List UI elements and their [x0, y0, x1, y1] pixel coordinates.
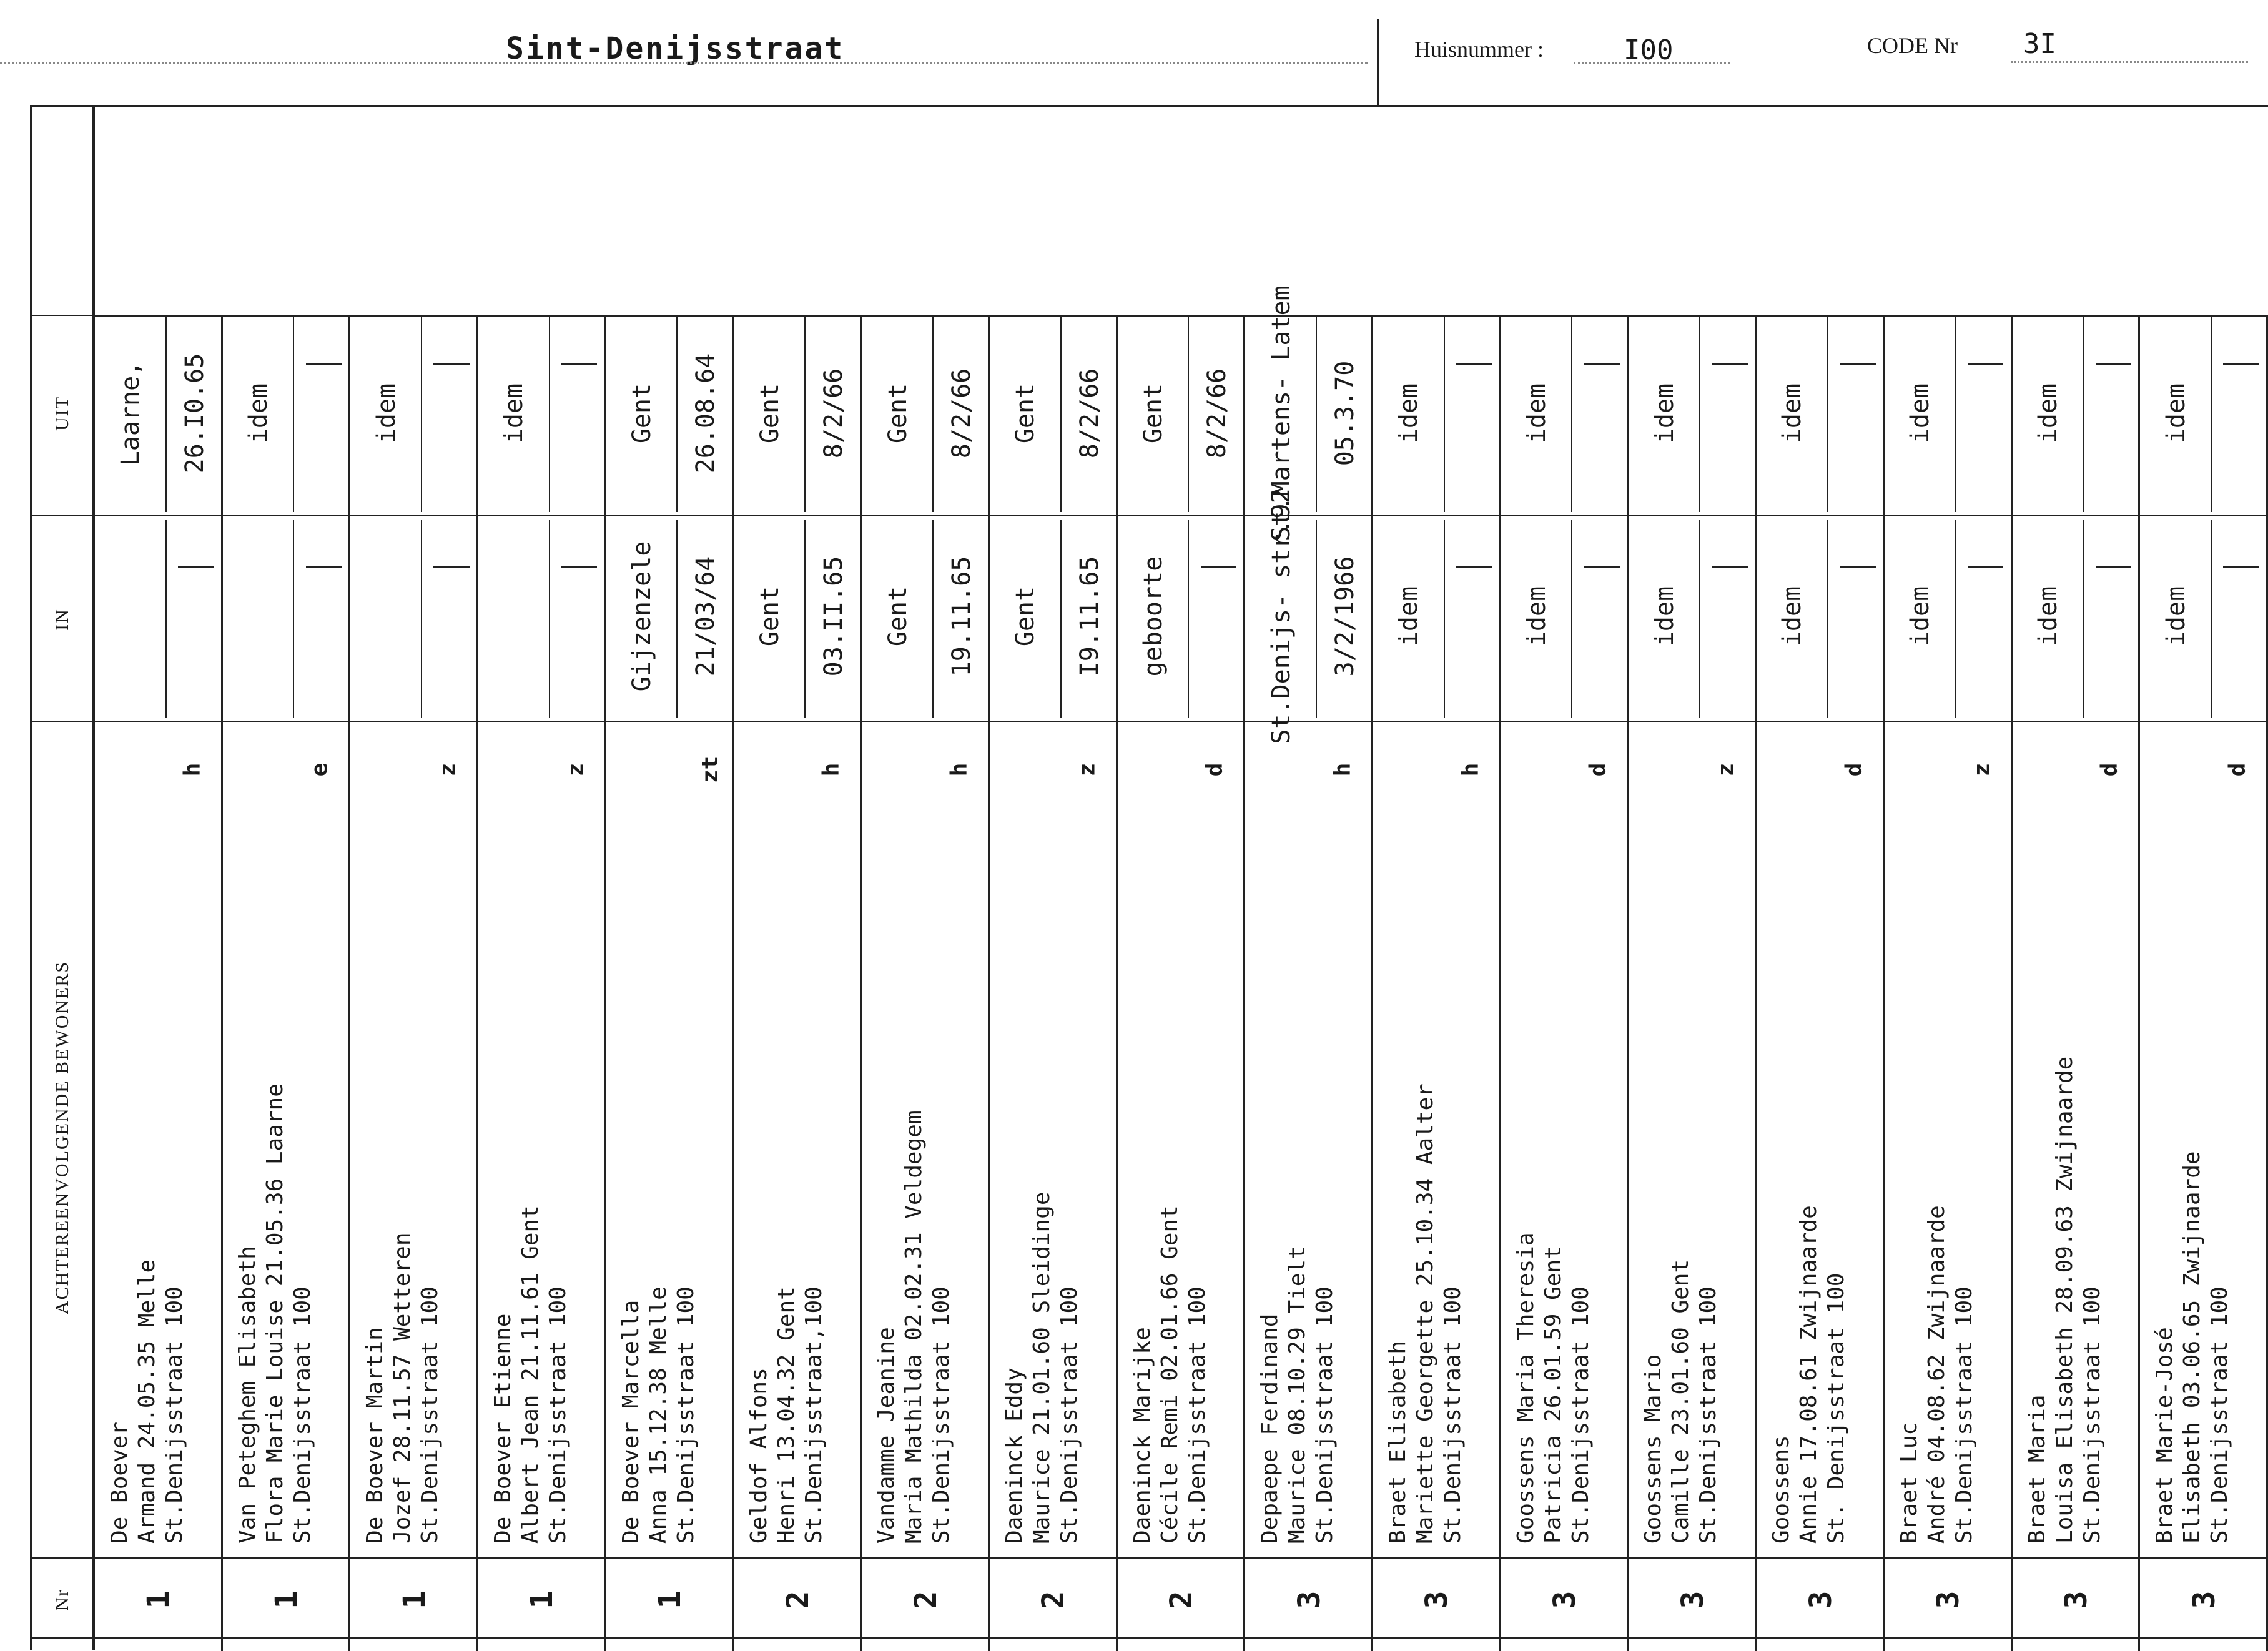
- in-date-dash: [1840, 566, 1875, 568]
- in-date: 19.11.65: [947, 556, 976, 677]
- resident-address: St.Denijsstraat 100: [1312, 1286, 1338, 1544]
- out-date-dash: [433, 363, 469, 365]
- resident-entry: [1129, 1205, 1211, 1544]
- resident-entry: [362, 1233, 444, 1544]
- relation-code: z: [563, 762, 589, 777]
- relation-code: d: [2096, 762, 2123, 777]
- in-date-dash: [1712, 566, 1748, 568]
- out-place: Gent: [883, 383, 912, 444]
- street-name: Sint-Denijsstraat: [506, 31, 845, 66]
- in-date-split: [1060, 520, 1062, 718]
- in-date-split: [1571, 520, 1572, 718]
- uit-date-split: [1571, 317, 1572, 512]
- out-date-dash: [1712, 363, 1748, 365]
- relation-code: z: [1968, 762, 1994, 777]
- resident-surname: Daeninck Eddy: [1001, 1368, 1027, 1544]
- in-empty-dash: [306, 566, 342, 568]
- out-date-dash: [306, 363, 342, 365]
- in-place: idem: [2033, 586, 2063, 647]
- resident-surname: Van Peteghem Elisabeth: [234, 1246, 260, 1544]
- uit-date-split: [1699, 317, 1700, 512]
- relation-code: zt: [697, 756, 723, 784]
- in-date-split: [676, 520, 678, 718]
- column-label-in: IN: [52, 608, 72, 631]
- relation-code: h: [946, 762, 972, 777]
- in-date-split: [2211, 520, 2212, 718]
- resident-given-names: Camille 23.01.60 Gent: [1668, 1259, 1694, 1544]
- in-date-split: [804, 520, 806, 718]
- out-place: idem: [1778, 383, 1807, 444]
- relation-code: d: [1841, 762, 1867, 777]
- out-place: idem: [2161, 383, 2191, 444]
- out-place: idem: [1394, 383, 1424, 444]
- out-date: 26.I0.65: [180, 353, 209, 474]
- resident-address: St.Denijsstraat 100: [1951, 1286, 1977, 1544]
- out-place: idem: [2033, 383, 2063, 444]
- resident-address: St.Denijsstraat 100: [162, 1286, 187, 1544]
- resident-entry: [234, 1083, 317, 1544]
- resident-entry: [1768, 1205, 1850, 1544]
- row-number: 2: [780, 1590, 816, 1609]
- out-date-dash: [1968, 363, 2003, 365]
- out-date: 8/2/66: [1075, 368, 1104, 459]
- out-place: idem: [500, 383, 529, 444]
- in-place: Gent: [755, 586, 784, 647]
- in-date-dash: [1968, 566, 2003, 568]
- resident-entry: [1512, 1233, 1595, 1544]
- in-place: idem: [1650, 586, 1679, 647]
- out-date: 8/2/66: [819, 368, 849, 459]
- uit-date-split: [804, 317, 806, 512]
- resident-entry: [490, 1205, 572, 1544]
- resident-given-names: Flora Marie Louise 21.05.36 Laarne: [262, 1083, 288, 1544]
- relation-code: d: [1201, 762, 1228, 777]
- out-date-dash: [2223, 363, 2259, 365]
- resident-address: St.Denijsstraat 100: [1440, 1286, 1466, 1544]
- in-date-dash: [2096, 566, 2131, 568]
- out-date-dash: [561, 363, 597, 365]
- row-number: 2: [908, 1590, 944, 1609]
- resident-address: St.Denijsstraat 100: [1056, 1286, 1082, 1544]
- resident-given-names: Jozef 28.11.57 Wetteren: [390, 1232, 416, 1544]
- in-date-split: [1316, 520, 1317, 718]
- uit-date-split: [1316, 317, 1317, 512]
- uit-date-split: [2211, 317, 2212, 512]
- resident-address: St.Denijsstraat 100: [1695, 1286, 1722, 1544]
- uit-date-split: [1444, 317, 1445, 512]
- out-date: 8/2/66: [947, 368, 976, 459]
- code-dotted-line: [2011, 61, 2248, 63]
- header-divider: [1377, 19, 1379, 106]
- out-place: idem: [244, 383, 274, 444]
- resident-entry: [873, 1110, 955, 1544]
- relation-code: h: [1329, 762, 1356, 777]
- resident-given-names: Annie 17.08.61 Zwijnaarde: [1796, 1205, 1822, 1544]
- resident-surname: De Boever: [107, 1421, 132, 1544]
- resident-address: St.Denijsstraat 100: [289, 1286, 315, 1544]
- resident-surname: De Boever Etienne: [490, 1313, 516, 1544]
- out-date: 8/2/66: [1203, 368, 1232, 459]
- column-label-uit: UIT: [52, 396, 72, 431]
- resident-given-names: Cécile Remi 02.01.66 Gent: [1156, 1205, 1183, 1544]
- row-number: 3: [1419, 1590, 1455, 1609]
- row-number: 3: [1931, 1590, 1966, 1609]
- out-place: Gent: [755, 383, 784, 444]
- house-number-label: Huisnummer :: [1414, 37, 1544, 62]
- resident-given-names: André 04.08.62 Zwijnaarde: [1923, 1205, 1950, 1544]
- row-number: 3: [2186, 1590, 2222, 1609]
- resident-given-names: Elisabeth 03.06.65 Zwijnaarde: [2179, 1151, 2206, 1544]
- column-label-nr: Nr: [52, 1589, 72, 1611]
- uit-date-split: [165, 317, 167, 512]
- in-date-split: [1699, 520, 1700, 718]
- in-date: I9.11.65: [1075, 556, 1104, 677]
- in-date-dash: [1456, 566, 1492, 568]
- code-value: 3I: [2023, 28, 2056, 60]
- uit-date-split: [1060, 317, 1062, 512]
- uit-date-split: [676, 317, 678, 512]
- uit-date-split: [421, 317, 422, 512]
- out-date: 26.08.64: [691, 353, 721, 474]
- resident-address: St.Denijsstraat 100: [417, 1286, 443, 1544]
- relation-code: e: [307, 762, 333, 777]
- resident-given-names: Anna 15.12.38 Melle: [645, 1286, 671, 1544]
- resident-surname: Goossens: [1768, 1435, 1795, 1544]
- in-place: St.Denijs- str.92: [1266, 488, 1296, 744]
- resident-entry: [618, 1286, 700, 1544]
- relation-code: h: [1457, 762, 1484, 777]
- in-empty-dash: [178, 566, 214, 568]
- uit-date-split: [1827, 317, 1828, 512]
- out-place: idem: [372, 383, 401, 444]
- column-label-residents: ACHTEREENVOLGENDE BEWONERS: [52, 960, 72, 1315]
- relation-code: z: [1713, 762, 1739, 777]
- out-place: Laarne,: [116, 360, 145, 466]
- out-date-dash: [1840, 363, 1875, 365]
- resident-surname: Geldof Alfons: [746, 1368, 772, 1544]
- in-place: idem: [1394, 586, 1424, 647]
- in-date-split: [549, 520, 550, 718]
- in-date-split: [932, 520, 934, 718]
- resident-address: St.Denijsstraat 100: [2207, 1286, 2233, 1544]
- resident-surname: Goossens Maria Theresia: [1512, 1232, 1539, 1544]
- resident-address: St.Denijsstraat 100: [1184, 1286, 1210, 1544]
- row-number: 2: [1036, 1590, 1072, 1609]
- resident-surname: Braet Maria: [2024, 1394, 2050, 1544]
- street-dotted-line: [0, 62, 1368, 64]
- out-date-dash: [1456, 363, 1492, 365]
- register-form: [30, 105, 2268, 1650]
- in-place: idem: [1522, 586, 1552, 647]
- resident-surname: Vandamme Jeanine: [874, 1327, 900, 1544]
- in-place: Gijzenzele: [628, 541, 657, 692]
- out-date: 05.3.70: [1331, 360, 1360, 466]
- in-date: 3/2/1966: [1331, 556, 1360, 677]
- resident-given-names: Albert Jean 21.11.61 Gent: [518, 1205, 544, 1544]
- in-empty-dash: [433, 566, 469, 568]
- resident-entry: [106, 1259, 189, 1544]
- in-place: idem: [1778, 586, 1807, 647]
- resident-surname: De Boever Marcella: [618, 1299, 644, 1544]
- row-number: 1: [141, 1590, 177, 1609]
- code-label: CODE Nr: [1867, 33, 1958, 58]
- row-number: 2: [1164, 1590, 1199, 1609]
- in-date-split: [165, 520, 167, 718]
- out-place: Gent: [628, 383, 657, 444]
- resident-address: St.Denijsstraat 100: [2079, 1286, 2105, 1544]
- out-place: idem: [1650, 383, 1679, 444]
- uit-date-split: [549, 317, 550, 512]
- in-empty-dash: [561, 566, 597, 568]
- resident-address: St.Denijsstraat 100: [545, 1286, 571, 1544]
- resident-given-names: Mariette Georgette 25.10.34 Aalter: [1413, 1083, 1439, 1544]
- in-date-split: [421, 520, 422, 718]
- in-date-dash: [2223, 566, 2259, 568]
- resident-address: St. Denijsstraat 100: [1823, 1273, 1850, 1544]
- in-place: geboorte: [1138, 556, 1168, 677]
- resident-given-names: Armand 24.05.35 Melle: [134, 1259, 160, 1544]
- in-place: Gent: [883, 586, 912, 647]
- row-number: 1: [397, 1590, 432, 1609]
- out-place: Gent: [1138, 383, 1168, 444]
- relation-code: h: [179, 762, 205, 777]
- resident-given-names: Maurice 21.01.60 Sleidinge: [1028, 1191, 1055, 1544]
- in-place: idem: [2161, 586, 2191, 647]
- relation-code: z: [435, 762, 461, 777]
- row-number: 3: [2058, 1590, 2094, 1609]
- in-date: 03.II.65: [819, 556, 849, 677]
- resident-surname: Depaepe Ferdinand: [1257, 1313, 1283, 1544]
- resident-entry: [1001, 1191, 1083, 1544]
- relation-code: z: [1073, 762, 1100, 777]
- in-date-split: [1188, 520, 1189, 718]
- resident-given-names: Henri 13.04.32 Gent: [773, 1286, 799, 1544]
- resident-entry: [1384, 1083, 1467, 1544]
- row-number: 1: [653, 1590, 688, 1609]
- resident-given-names: Maria Mathilda 02.02.31 Veldegem: [901, 1110, 927, 1544]
- resident-entry: [1640, 1259, 1722, 1544]
- relation-code: d: [2224, 762, 2251, 777]
- in-place: idem: [1906, 586, 1935, 647]
- uit-date-split: [1955, 317, 1956, 512]
- row-number: 1: [269, 1590, 305, 1609]
- resident-address: St.Denijsstraat,100: [801, 1286, 827, 1544]
- house-number-value: I00: [1624, 34, 1674, 66]
- header: [0, 0, 2268, 100]
- out-place: idem: [1522, 383, 1552, 444]
- resident-entry: [2151, 1151, 2234, 1544]
- in-date-split: [293, 520, 294, 718]
- relation-code: d: [1585, 762, 1611, 777]
- resident-surname: Goossens Mario: [1640, 1354, 1667, 1544]
- resident-given-names: Louisa Elisabeth 28.09.63 Zwijnaarde: [2051, 1056, 2078, 1544]
- resident-entry: [1896, 1205, 1978, 1544]
- uit-date-split: [1188, 317, 1189, 512]
- out-date-dash: [1584, 363, 1620, 365]
- in-date-dash: [1584, 566, 1620, 568]
- resident-surname: Braet Luc: [1896, 1421, 1922, 1544]
- row-number: 1: [525, 1590, 560, 1609]
- in-date-split: [2083, 520, 2084, 718]
- in-date-split: [1444, 520, 1445, 718]
- resident-given-names: Maurice 08.10.29 Tielt: [1284, 1246, 1311, 1544]
- resident-entry: [2024, 1057, 2106, 1544]
- uit-date-split: [2083, 317, 2084, 512]
- uit-label-border: [32, 315, 92, 316]
- resident-address: St.Denijsstraat 100: [1567, 1286, 1594, 1544]
- in-date-split: [1955, 520, 1956, 718]
- in-place: Gent: [1011, 586, 1040, 647]
- resident-address: St.Denijsstraat 100: [929, 1286, 955, 1544]
- in-date: 21/03/64: [691, 556, 721, 677]
- resident-surname: Braet Elisabeth: [1385, 1340, 1411, 1544]
- row-number: 3: [1547, 1590, 1583, 1609]
- resident-address: St.Denijsstraat 100: [673, 1286, 699, 1544]
- out-place: Gent: [1011, 383, 1040, 444]
- relation-code: h: [818, 762, 844, 777]
- out-place: St.Martens- Latem: [1266, 285, 1296, 541]
- resident-given-names: Patricia 26.01.59 Gent: [1540, 1246, 1566, 1544]
- resident-entry: [1256, 1246, 1339, 1544]
- resident-entry: [746, 1286, 828, 1544]
- resident-surname: De Boever Martin: [362, 1327, 388, 1544]
- in-date-dash: [1201, 566, 1236, 568]
- house-dotted-line: [1574, 62, 1730, 64]
- row-number: 3: [1803, 1590, 1838, 1609]
- resident-surname: Braet Marie-José: [2152, 1327, 2178, 1544]
- out-date-dash: [2096, 363, 2131, 365]
- row-number: 3: [1675, 1590, 1710, 1609]
- uit-date-split: [932, 317, 934, 512]
- resident-surname: Daeninck Marijke: [1129, 1327, 1155, 1544]
- uit-date-split: [293, 317, 294, 512]
- out-place: idem: [1906, 383, 1935, 444]
- in-date-split: [1827, 520, 1828, 718]
- row-number: 3: [1291, 1590, 1327, 1609]
